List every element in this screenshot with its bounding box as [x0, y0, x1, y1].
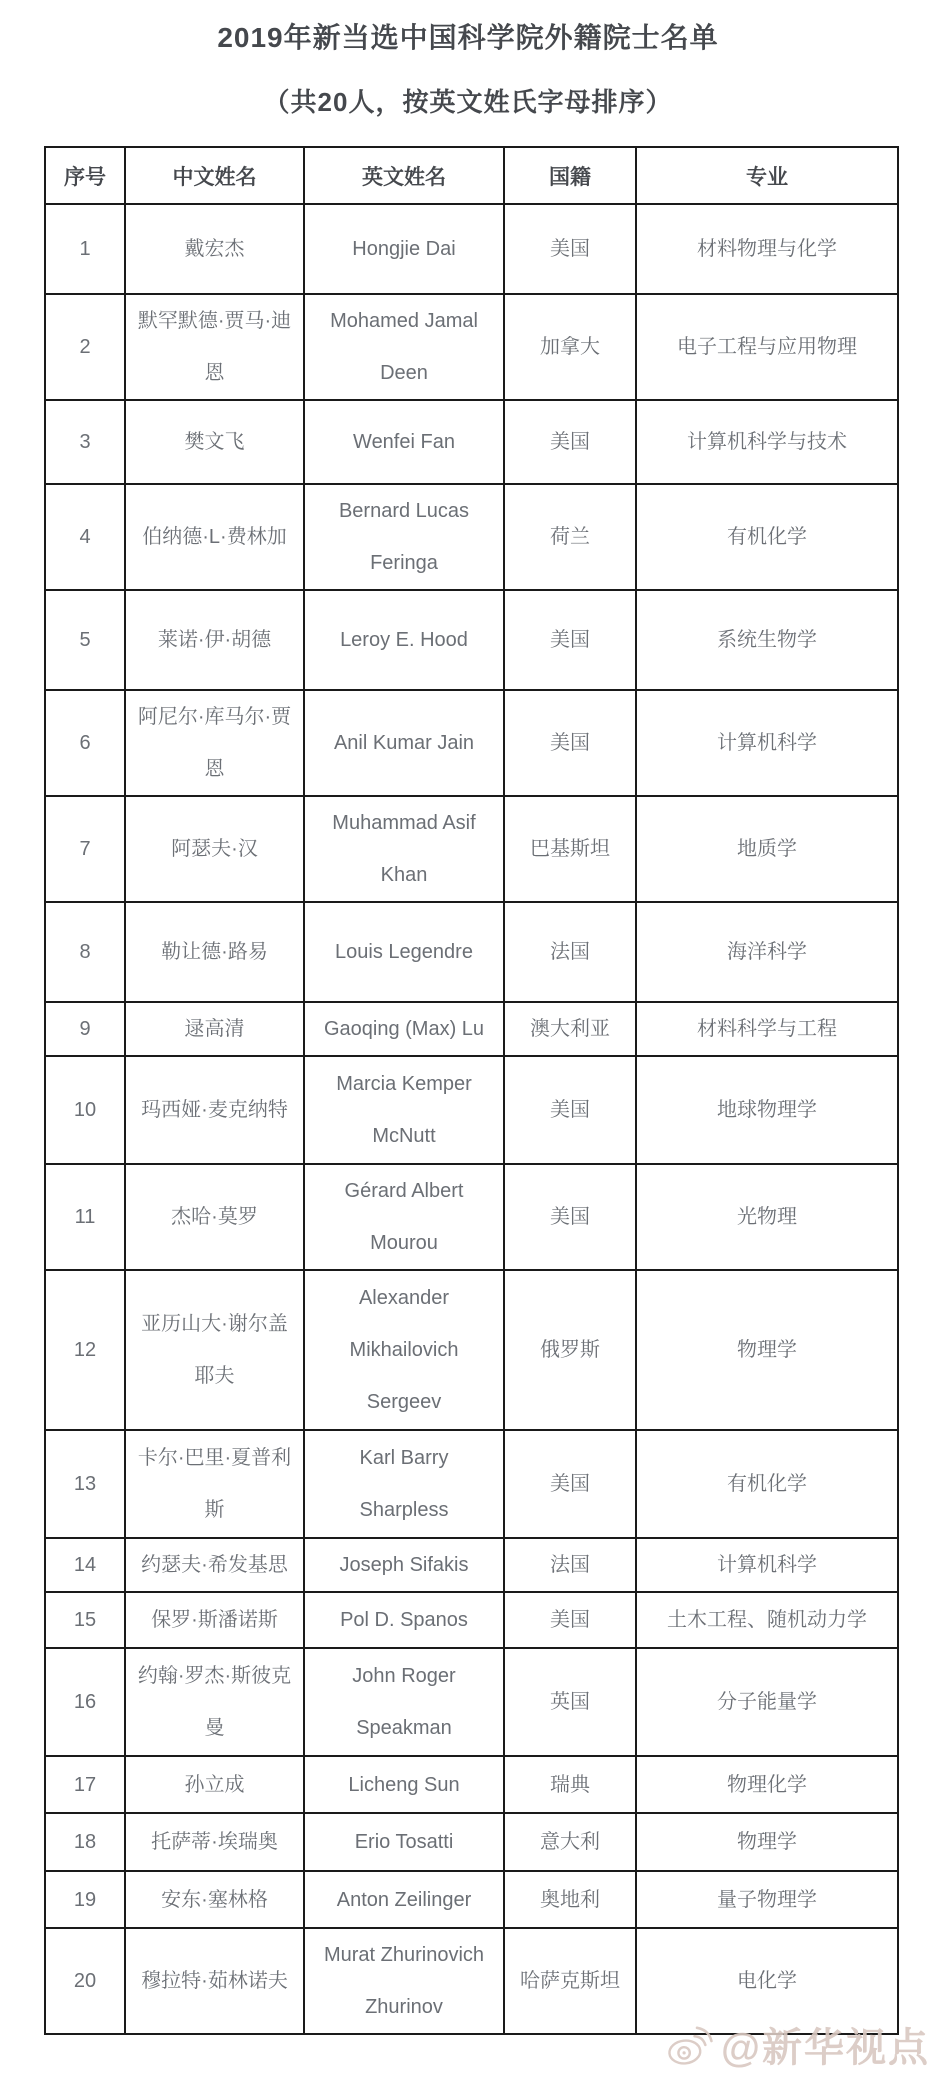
cell-field: 材料物理与化学: [636, 204, 898, 294]
cell-serial-number: 2: [45, 294, 125, 400]
page-title: 2019年新当选中国科学院外籍院士名单: [217, 22, 719, 53]
academicians-table: [44, 146, 899, 2035]
cell-english-name: Hongjie Dai: [304, 204, 504, 294]
cell-chinese-name: 孙立成: [125, 1756, 304, 1813]
cell-chinese-name: 约翰·罗杰·斯彼克曼: [125, 1648, 304, 1756]
cell-nationality: 意大利: [504, 1813, 636, 1871]
cell-nationality: 美国: [504, 1056, 636, 1164]
cell-english-name: Erio Tosatti: [304, 1813, 504, 1871]
cell-nationality: 瑞典: [504, 1756, 636, 1813]
table-row: [45, 1002, 898, 1056]
cell-english-name: Gaoqing (Max) Lu: [304, 1002, 504, 1056]
table-row: [45, 1756, 898, 1813]
cell-serial-number: 10: [45, 1056, 125, 1164]
cell-nationality: 英国: [504, 1648, 636, 1756]
cell-serial-number: 11: [45, 1164, 125, 1270]
table-row: [45, 484, 898, 590]
cell-english-name: Anton Zeilinger: [304, 1871, 504, 1928]
cell-english-name: Louis Legendre: [304, 902, 504, 1002]
cell-chinese-name: 勒让德·路易: [125, 902, 304, 1002]
cell-field: 电化学: [636, 1928, 898, 2034]
table-row: [45, 1538, 898, 1592]
cell-serial-number: 17: [45, 1756, 125, 1813]
cell-serial-number: 14: [45, 1538, 125, 1592]
cell-nationality: 美国: [504, 1164, 636, 1270]
cell-chinese-name: 戴宏杰: [125, 204, 304, 294]
cell-chinese-name: 安东·塞林格: [125, 1871, 304, 1928]
cell-nationality: 法国: [504, 902, 636, 1002]
cell-field: 地质学: [636, 796, 898, 902]
table-row: [45, 1648, 898, 1756]
table-body: [45, 204, 898, 2034]
cell-nationality: 巴基斯坦: [504, 796, 636, 902]
cell-nationality: 哈萨克斯坦: [504, 1928, 636, 2034]
cell-english-name: Anil Kumar Jain: [304, 690, 504, 796]
cell-chinese-name: 伯纳德·L·费林加: [125, 484, 304, 590]
cell-field: 材料科学与工程: [636, 1002, 898, 1056]
table-row: [45, 1430, 898, 1538]
cell-serial-number: 15: [45, 1592, 125, 1648]
cell-chinese-name: 默罕默德·贾马·迪恩: [125, 294, 304, 400]
cell-field: 计算机科学: [636, 690, 898, 796]
cell-serial-number: 20: [45, 1928, 125, 2034]
cell-chinese-name: 阿瑟夫·汉: [125, 796, 304, 902]
cell-field: 物理学: [636, 1813, 898, 1871]
cell-field: 计算机科学与技术: [636, 400, 898, 484]
table-row: [45, 1270, 898, 1430]
cell-field: 海洋科学: [636, 902, 898, 1002]
table-row: [45, 204, 898, 294]
cell-field: 计算机科学: [636, 1538, 898, 1592]
page-subtitle: （共20人，按英文姓氏字母排序）: [263, 87, 673, 117]
cell-serial-number: 6: [45, 690, 125, 796]
cell-nationality: 美国: [504, 690, 636, 796]
cell-serial-number: 9: [45, 1002, 125, 1056]
cell-english-name: John Roger Speakman: [304, 1648, 504, 1756]
cell-field: 量子物理学: [636, 1871, 898, 1928]
table-row: [45, 1592, 898, 1648]
cell-serial-number: 13: [45, 1430, 125, 1538]
cell-nationality: 澳大利亚: [504, 1002, 636, 1056]
table-row: [45, 1813, 898, 1871]
cell-field: 有机化学: [636, 1430, 898, 1538]
cell-field: 分子能量学: [636, 1648, 898, 1756]
cell-chinese-name: 穆拉特·茹林诺夫: [125, 1928, 304, 2034]
table-row: [45, 796, 898, 902]
cell-serial-number: 5: [45, 590, 125, 690]
cell-chinese-name: 约瑟夫·希发基思: [125, 1538, 304, 1592]
cell-nationality: 美国: [504, 590, 636, 690]
cell-serial-number: 19: [45, 1871, 125, 1928]
cell-nationality: 加拿大: [504, 294, 636, 400]
cell-english-name: Pol D. Spanos: [304, 1592, 504, 1648]
table-row: [45, 294, 898, 400]
cell-serial-number: 16: [45, 1648, 125, 1756]
cell-chinese-name: 亚历山大·谢尔盖耶夫: [125, 1270, 304, 1430]
cell-english-name: Wenfei Fan: [304, 400, 504, 484]
cell-nationality: 奥地利: [504, 1871, 636, 1928]
cell-serial-number: 18: [45, 1813, 125, 1871]
header-cell-no: 序号: [45, 147, 125, 204]
watermark-text: @新华视点: [720, 2026, 930, 2070]
cell-chinese-name: 逯高清: [125, 1002, 304, 1056]
header-row: [45, 147, 898, 204]
cell-field: 电子工程与应用物理: [636, 294, 898, 400]
table-row: [45, 590, 898, 690]
cell-chinese-name: 阿尼尔·库马尔·贾恩: [125, 690, 304, 796]
cell-english-name: Mohamed Jamal Deen: [304, 294, 504, 400]
header-cell-field: 专业: [636, 147, 898, 204]
cell-field: 光物理: [636, 1164, 898, 1270]
cell-field: 土木工程、随机动力学: [636, 1592, 898, 1648]
cell-chinese-name: 卡尔·巴里·夏普利斯: [125, 1430, 304, 1538]
cell-nationality: 美国: [504, 1592, 636, 1648]
cell-serial-number: 3: [45, 400, 125, 484]
cell-nationality: 美国: [504, 400, 636, 484]
cell-english-name: Leroy E. Hood: [304, 590, 504, 690]
cell-english-name: Muhammad Asif Khan: [304, 796, 504, 902]
cell-english-name: Karl Barry Sharpless: [304, 1430, 504, 1538]
cell-english-name: Joseph Sifakis: [304, 1538, 504, 1592]
table-row: [45, 400, 898, 484]
cell-serial-number: 7: [45, 796, 125, 902]
cell-english-name: Licheng Sun: [304, 1756, 504, 1813]
cell-field: 有机化学: [636, 484, 898, 590]
cell-nationality: 法国: [504, 1538, 636, 1592]
table-row: [45, 690, 898, 796]
cell-serial-number: 8: [45, 902, 125, 1002]
cell-nationality: 美国: [504, 204, 636, 294]
cell-nationality: 美国: [504, 1430, 636, 1538]
table-row: [45, 1928, 898, 2034]
header-cell-chinese: 中文姓名: [125, 147, 304, 204]
cell-english-name: Marcia Kemper McNutt: [304, 1056, 504, 1164]
header-cell-nationality: 国籍: [504, 147, 636, 204]
cell-field: 物理学: [636, 1270, 898, 1430]
cell-english-name: Murat Zhurinovich Zhurinov: [304, 1928, 504, 2034]
cell-chinese-name: 保罗·斯潘诺斯: [125, 1592, 304, 1648]
cell-field: 物理化学: [636, 1756, 898, 1813]
cell-chinese-name: 杰哈·莫罗: [125, 1164, 304, 1270]
cell-nationality: 俄罗斯: [504, 1270, 636, 1430]
cell-chinese-name: 玛西娅·麦克纳特: [125, 1056, 304, 1164]
cell-chinese-name: 莱诺·伊·胡德: [125, 590, 304, 690]
cell-serial-number: 1: [45, 204, 125, 294]
table-row: [45, 902, 898, 1002]
cell-field: 地球物理学: [636, 1056, 898, 1164]
cell-nationality: 荷兰: [504, 484, 636, 590]
header-cell-english: 英文姓名: [304, 147, 504, 204]
table-row: [45, 1164, 898, 1270]
cell-serial-number: 4: [45, 484, 125, 590]
table-row: [45, 1056, 898, 1164]
cell-chinese-name: 樊文飞: [125, 400, 304, 484]
table-row: [45, 1871, 898, 1928]
cell-serial-number: 12: [45, 1270, 125, 1430]
cell-english-name: Bernard Lucas Feringa: [304, 484, 504, 590]
cell-chinese-name: 托萨蒂·埃瑞奥: [125, 1813, 304, 1871]
cell-english-name: Alexander Mikhailovich Sergeev: [304, 1270, 504, 1430]
cell-field: 系统生物学: [636, 590, 898, 690]
cell-english-name: Gérard Albert Mourou: [304, 1164, 504, 1270]
